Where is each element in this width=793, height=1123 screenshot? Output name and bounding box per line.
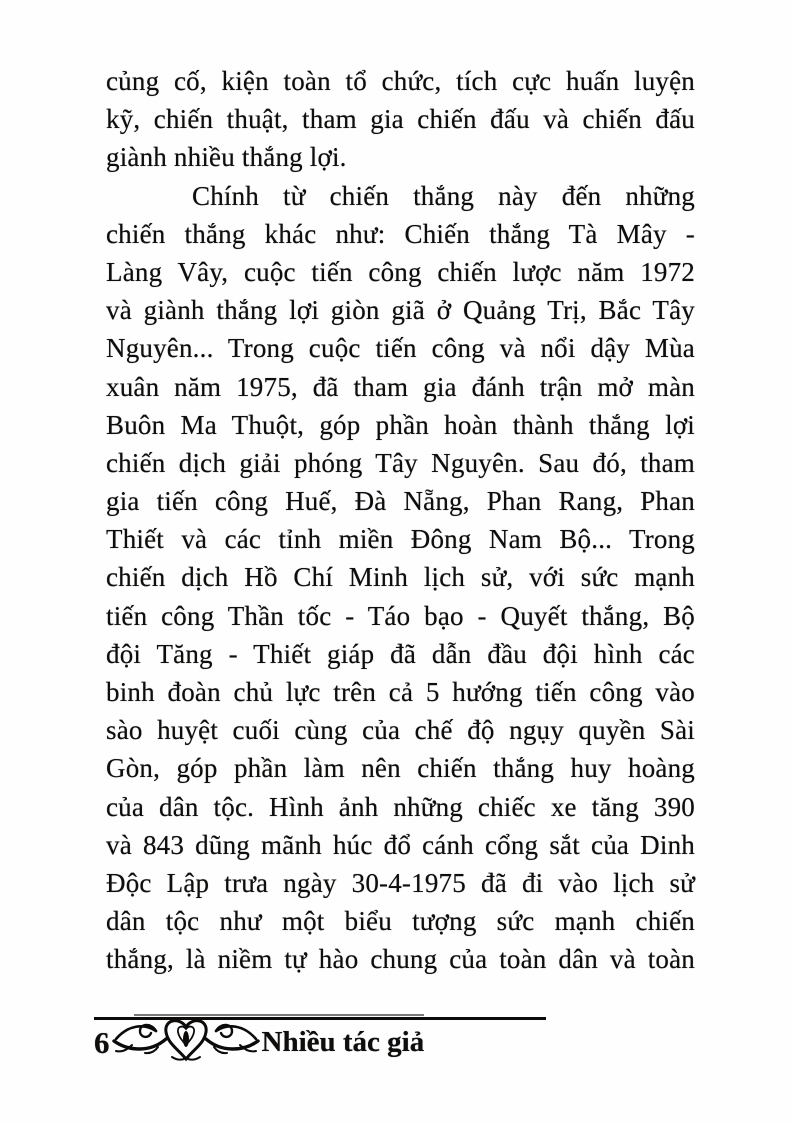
text-line: Gòn, góp phần làm nên chiến thắng huy hoàng [106, 753, 695, 784]
floral-flourish-icon [112, 1015, 260, 1065]
footer-author: Nhiều tác giả [261, 1026, 425, 1058]
text-line: của dân tộc. Hình ảnh những chiếc xe tăng 390 [106, 791, 695, 822]
page-number: 6 [94, 1025, 110, 1060]
text-line: củng cố, kiện toàn tổ chức, tích cực huấn luyện [106, 66, 695, 96]
text-line: kỹ, chiến thuật, tham gia chiến đấu và chiến đấu [106, 104, 695, 135]
body-text [106, 62, 695, 979]
text-line: Độc Lập trưa ngày 30-4-1975 đã đi vào lịch sử [106, 867, 695, 898]
text-line: và 843 dũng mãnh húc đổ cánh cổng sắt của Dinh [106, 829, 695, 860]
text-line: xuân năm 1975, đã tham gia đánh trận mở màn [106, 371, 695, 402]
text-line: thắng, là niềm tự hào chung của toàn dân và toàn [106, 944, 695, 975]
text-line: tiến công Thần tốc - Táo bạo - Quyết thắng, Bộ [106, 600, 695, 631]
text-line: chiến dịch Hồ Chí Minh lịch sử, với sức mạnh [106, 562, 695, 593]
text-line: Thiết và các tỉnh miền Đông Nam Bộ... Trong [106, 524, 695, 555]
text-line: chiến dịch giải phóng Tây Nguyên. Sau đó, tham [106, 447, 695, 478]
text-line: dân tộc như một biểu tượng sức mạnh chiến [106, 906, 695, 937]
text-line: sào huyệt cuối cùng của chế độ ngụy quyền Sài [106, 715, 695, 746]
text-line-paragraph-start: Chính từ chiến thắng này đến những [192, 180, 695, 211]
text-line: đội Tăng - Thiết giáp đã dẫn đầu đội hình các [106, 638, 695, 669]
text-line: gia tiến công Huế, Đà Nẵng, Phan Rang, Phan [106, 486, 695, 517]
text-line: Buôn Ma Thuột, góp phần hoàn thành thắng lợi [106, 409, 695, 440]
text-line: binh đoàn chủ lực trên cả 5 hướng tiến công vào [106, 677, 695, 707]
text-line: giành nhiều thắng lợi. [106, 142, 347, 173]
text-line: Nguyên... Trong cuộc tiến công và nổi dậy Mùa [106, 333, 695, 364]
text-line: Làng Vây, cuộc tiến công chiến lược năm 1972 [106, 256, 695, 287]
text-line: chiến thắng khác như: Chiến thắng Tà Mây - [106, 218, 695, 249]
text-line: và giành thắng lợi giòn giã ở Quảng Trị, Bắc Tây [106, 295, 695, 326]
